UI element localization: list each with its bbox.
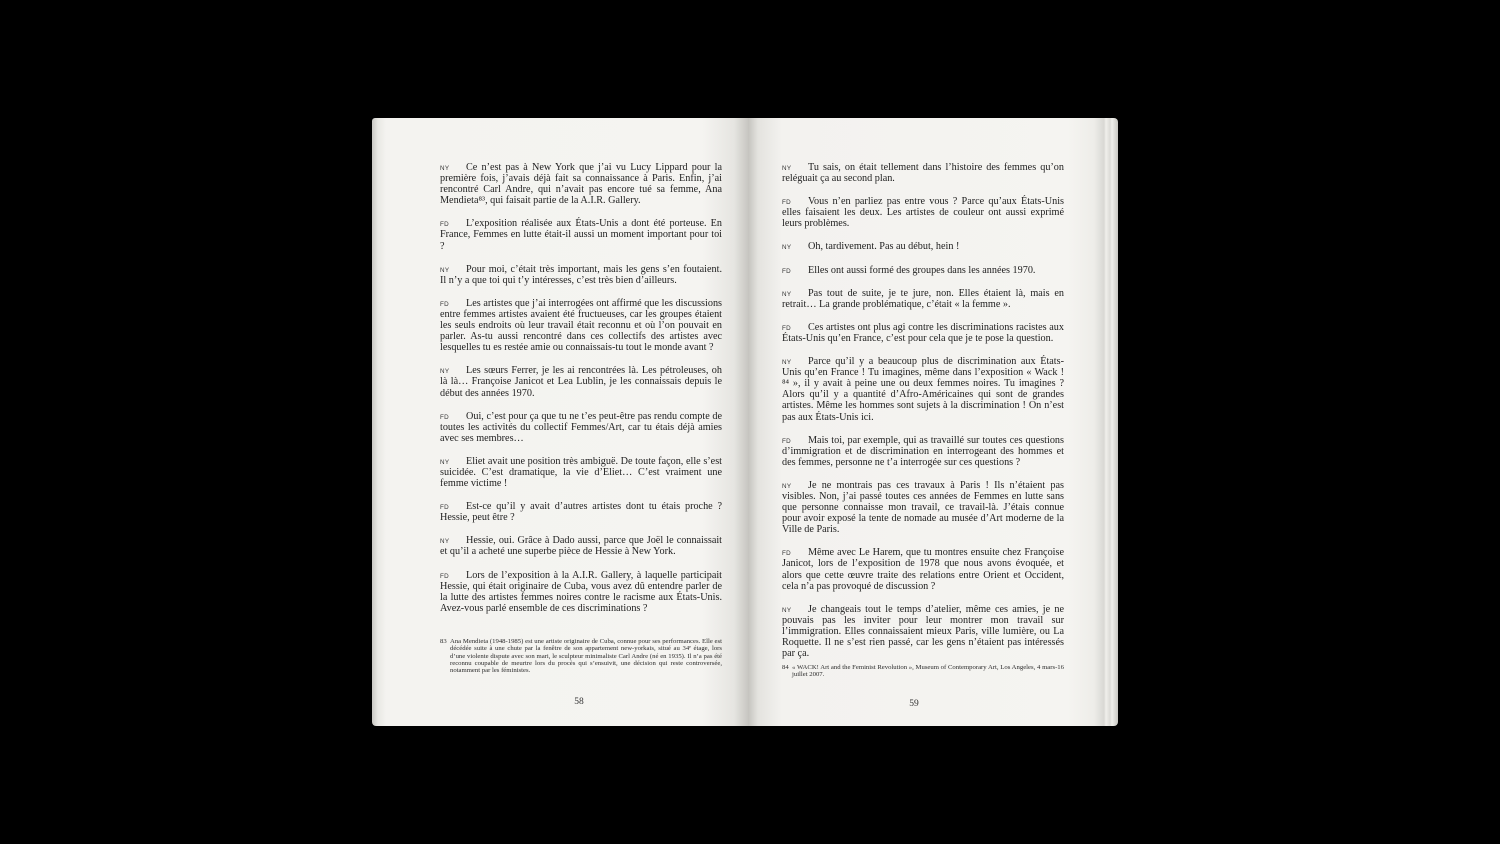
paragraph-text: Ces artistes ont plus agi contre les discriminations racistes aux États-Unis qu’en France, c’est pour cela que je te pose la question. <box>782 321 1064 344</box>
speaker-label: FD <box>440 572 449 580</box>
speaker-label: NY <box>782 359 792 367</box>
speaker-label: FD <box>440 300 449 308</box>
paragraph-text: Pas tout de suite, je te jure, non. Elles étaient là, mais en retrait… La grande problématique, c’était « la femme ». <box>782 287 1064 310</box>
speaker-label: NY <box>782 165 792 172</box>
paragraph-text: Pour moi, c’était très important, mais les gens s’en foutaient. Il n’y a que toi qui t’y intéresses, c’est très bien d’ailleurs. <box>440 263 722 286</box>
speaker-label: FD <box>782 550 791 558</box>
paragraph-text: Ce n’est pas à New York que j’ai vu Lucy Lippard pour la première fois, j’avais déjà fait sa connaissance à Paris. Enfin, j’ai rencontré Carl Andre, qui n’avait pas encore tué sa femme, Ana Mendieta⁸³, qui faisait partie de la A.I.R. Gallery. <box>440 162 722 207</box>
footnote-number: 84 <box>782 664 789 671</box>
left-page <box>372 118 748 726</box>
speaker-label: FD <box>782 437 791 445</box>
interview-paragraph <box>782 241 1064 252</box>
footnote-number: 83 <box>440 638 447 645</box>
paragraph-text: Est-ce qu’il y avait d’autres artistes dont tu étais proche ? Hessie, peut être ? <box>440 501 722 524</box>
paragraph-text: Même avec Le Harem, que tu montres ensuite chez Françoise Janicot, lors de l’exposition de 1978 que nous avons évoquée, et alors que cette œuvre traite des relations entre Orient et Occident, cela n’a pas provoqué de discussion ? <box>782 547 1064 592</box>
speaker-label: FD <box>782 199 791 207</box>
speaker-label: FD <box>782 267 791 275</box>
interview-paragraph <box>440 570 722 614</box>
paragraph-text: Hessie, oui. Grâce à Dado aussi, parce que Joël le connaissait et qu’il a acheté une superbe pièce de Hessie à New York. <box>440 535 722 558</box>
paragraph-text: Lors de l’exposition à la A.I.R. Gallery, à laquelle participait Hessie, qui était originaire de Cuba, vous avez dû entendre parler de la lutte des artistes femmes noires contre le racisme aux États-Unis. Avez-vous parlé ensemble de ces discriminations ? <box>440 569 722 614</box>
interview-paragraph <box>440 501 722 523</box>
interview-paragraph <box>782 604 1064 659</box>
interview-paragraph <box>782 356 1064 423</box>
interview-paragraph <box>782 162 1064 184</box>
speaker-label: FD <box>782 324 791 332</box>
interview-paragraph <box>440 456 722 489</box>
speaker-label: FD <box>440 413 449 421</box>
paragraph-text: Vous n’en parliez pas entre vous ? Parce qu’aux États-Unis elles faisaient les deux. Les artistes de couleur ont aussi exprimé leurs problèmes. <box>782 196 1064 230</box>
interview-column <box>440 162 722 626</box>
interview-paragraph <box>782 547 1064 591</box>
open-book <box>372 118 1118 726</box>
interview-paragraph <box>782 288 1064 310</box>
paragraph-text: Tu sais, on était tellement dans l’histoire des femmes qu’on reléguait ça au second plan. <box>782 162 1064 185</box>
interview-paragraph <box>440 218 722 251</box>
footnote <box>782 664 1064 679</box>
speaker-label: NY <box>440 538 450 546</box>
interview-paragraph <box>440 298 722 353</box>
page-number: 58 <box>574 697 584 707</box>
paragraph-text: Eliet avait une position très ambiguë. De toute façon, elle s’est suicidée. C’est dramatique, la vie d’Eliet… C’est vraiment une femme victime ! <box>440 455 722 490</box>
footnote <box>440 638 722 674</box>
speaker-label: NY <box>782 244 792 252</box>
paragraph-text: Je changeais tout le temps d’atelier, même ces amies, je ne pouvais pas les inviter pour leur montrer mon travail sur l’immigration. Elles connaissaient mieux Paris, ville lumière, ou La Roquette. Il ne s’est rien passé, car les gens n’étaient pas intéressés par ça. <box>782 603 1064 660</box>
interview-paragraph <box>782 322 1064 344</box>
paragraph-text: Oui, c’est pour ça que tu ne t’es peut-être pas rendu compte de toutes les activités du collectif Femmes/Art, car tu étais déjà amies avec ses membres… <box>440 410 722 444</box>
footnote-text: Ana Mendieta (1948-1985) est une artiste originaire de Cuba, connue pour ses performances. Elle est décédée suite à une chute par la fenêtre de son appartement new-yorkais, situé au 34ᵉ étage, lors d’une violente dispute avec son mari, le sculpteur minimaliste Carl Andre (né en 1935). Il n’a pas été reconnu coupable de meurtre lors du procès qui s’ensuivit, une décision qui reste controversée, notamment par les féministes. <box>450 638 722 675</box>
speaker-label: NY <box>782 606 792 614</box>
interview-paragraph <box>440 365 722 398</box>
footnote-text: « WACK! Art and the Feminist Revolution », Museum of Contemporary Art, Los Angeles, 4 mars-16 juillet 2007. <box>792 664 1064 679</box>
interview-paragraph <box>440 535 722 557</box>
page-number: 59 <box>909 699 919 709</box>
interview-paragraph <box>440 162 722 206</box>
paragraph-text: Oh, tardivement. Pas au début, hein ! <box>808 241 960 253</box>
interview-paragraph <box>782 265 1064 276</box>
interview-paragraph <box>440 264 722 286</box>
paragraph-text: Je ne montrais pas ces travaux à Paris ! Ils n’étaient pas visibles. Non, j’ai passé toutes ces années de Femmes en lutte sans que personne connaisse mon travail, ce travail-là. J’étais connue pour avoir exposé la tente de nomade au musée d’Art moderne de la Ville de Paris. <box>782 479 1064 536</box>
speaker-label: NY <box>440 458 450 466</box>
interview-paragraph <box>440 411 722 444</box>
interview-column <box>782 162 1064 671</box>
paragraph-text: Parce qu’il y a beaucoup plus de discrimination aux États-Unis qu’en France ! Tu imagines, même dans l’exposition « Wack ! ⁸⁴ », il y avait à peine une ou deux femmes noires. Tu imagines ? Alors qu’il y a quantité d’Afro-Américaines qui sont de grandes artistes. Même les hommes sont sujets à la discrimination ! On n’est pas aux États-Unis ici. <box>782 356 1064 423</box>
interview-paragraph <box>782 435 1064 468</box>
speaker-label: FD <box>440 221 449 229</box>
speaker-label: NY <box>440 368 450 376</box>
paragraph-text: Les sœurs Ferrer, je les ai rencontrées là. Les pétroleuses, oh là là… Françoise Janicot et Lea Lublin, je les connaissais depuis le début des années 1970. <box>440 365 722 399</box>
paragraph-text: Les artistes que j’ai interrogées ont affirmé que les discussions entre femmes artistes avaient été fructueuses, car les groupes étaient les seuls endroits où leur travail était reconnu et où l’on pouvait en parler. As-tu aussi rencontré dans ces collectifs des artistes avec lesquelles tu es restée amie ou connaissais-tu tout le monde avant ? <box>440 297 722 354</box>
speaker-label: NY <box>782 290 792 298</box>
interview-paragraph <box>782 480 1064 535</box>
speaker-label: FD <box>440 504 449 512</box>
paragraph-text: Elles ont aussi formé des groupes dans les années 1970. <box>808 264 1036 276</box>
paragraph-text: L’exposition réalisée aux États-Unis a dont été porteuse. En France, Femmes en lutte était-il aussi un moment important pour toi ? <box>440 218 722 252</box>
speaker-label: NY <box>440 266 450 274</box>
speaker-label: NY <box>782 482 792 490</box>
paragraph-text: Mais toi, par exemple, qui as travaillé sur toutes ces questions d’immigration et de discrimination en interrogeant des hommes et des femmes, personne ne t’a interrogée sur ces questions ? <box>782 434 1064 468</box>
interview-paragraph <box>782 196 1064 229</box>
speaker-label: NY <box>440 165 450 172</box>
right-page <box>748 118 1118 726</box>
